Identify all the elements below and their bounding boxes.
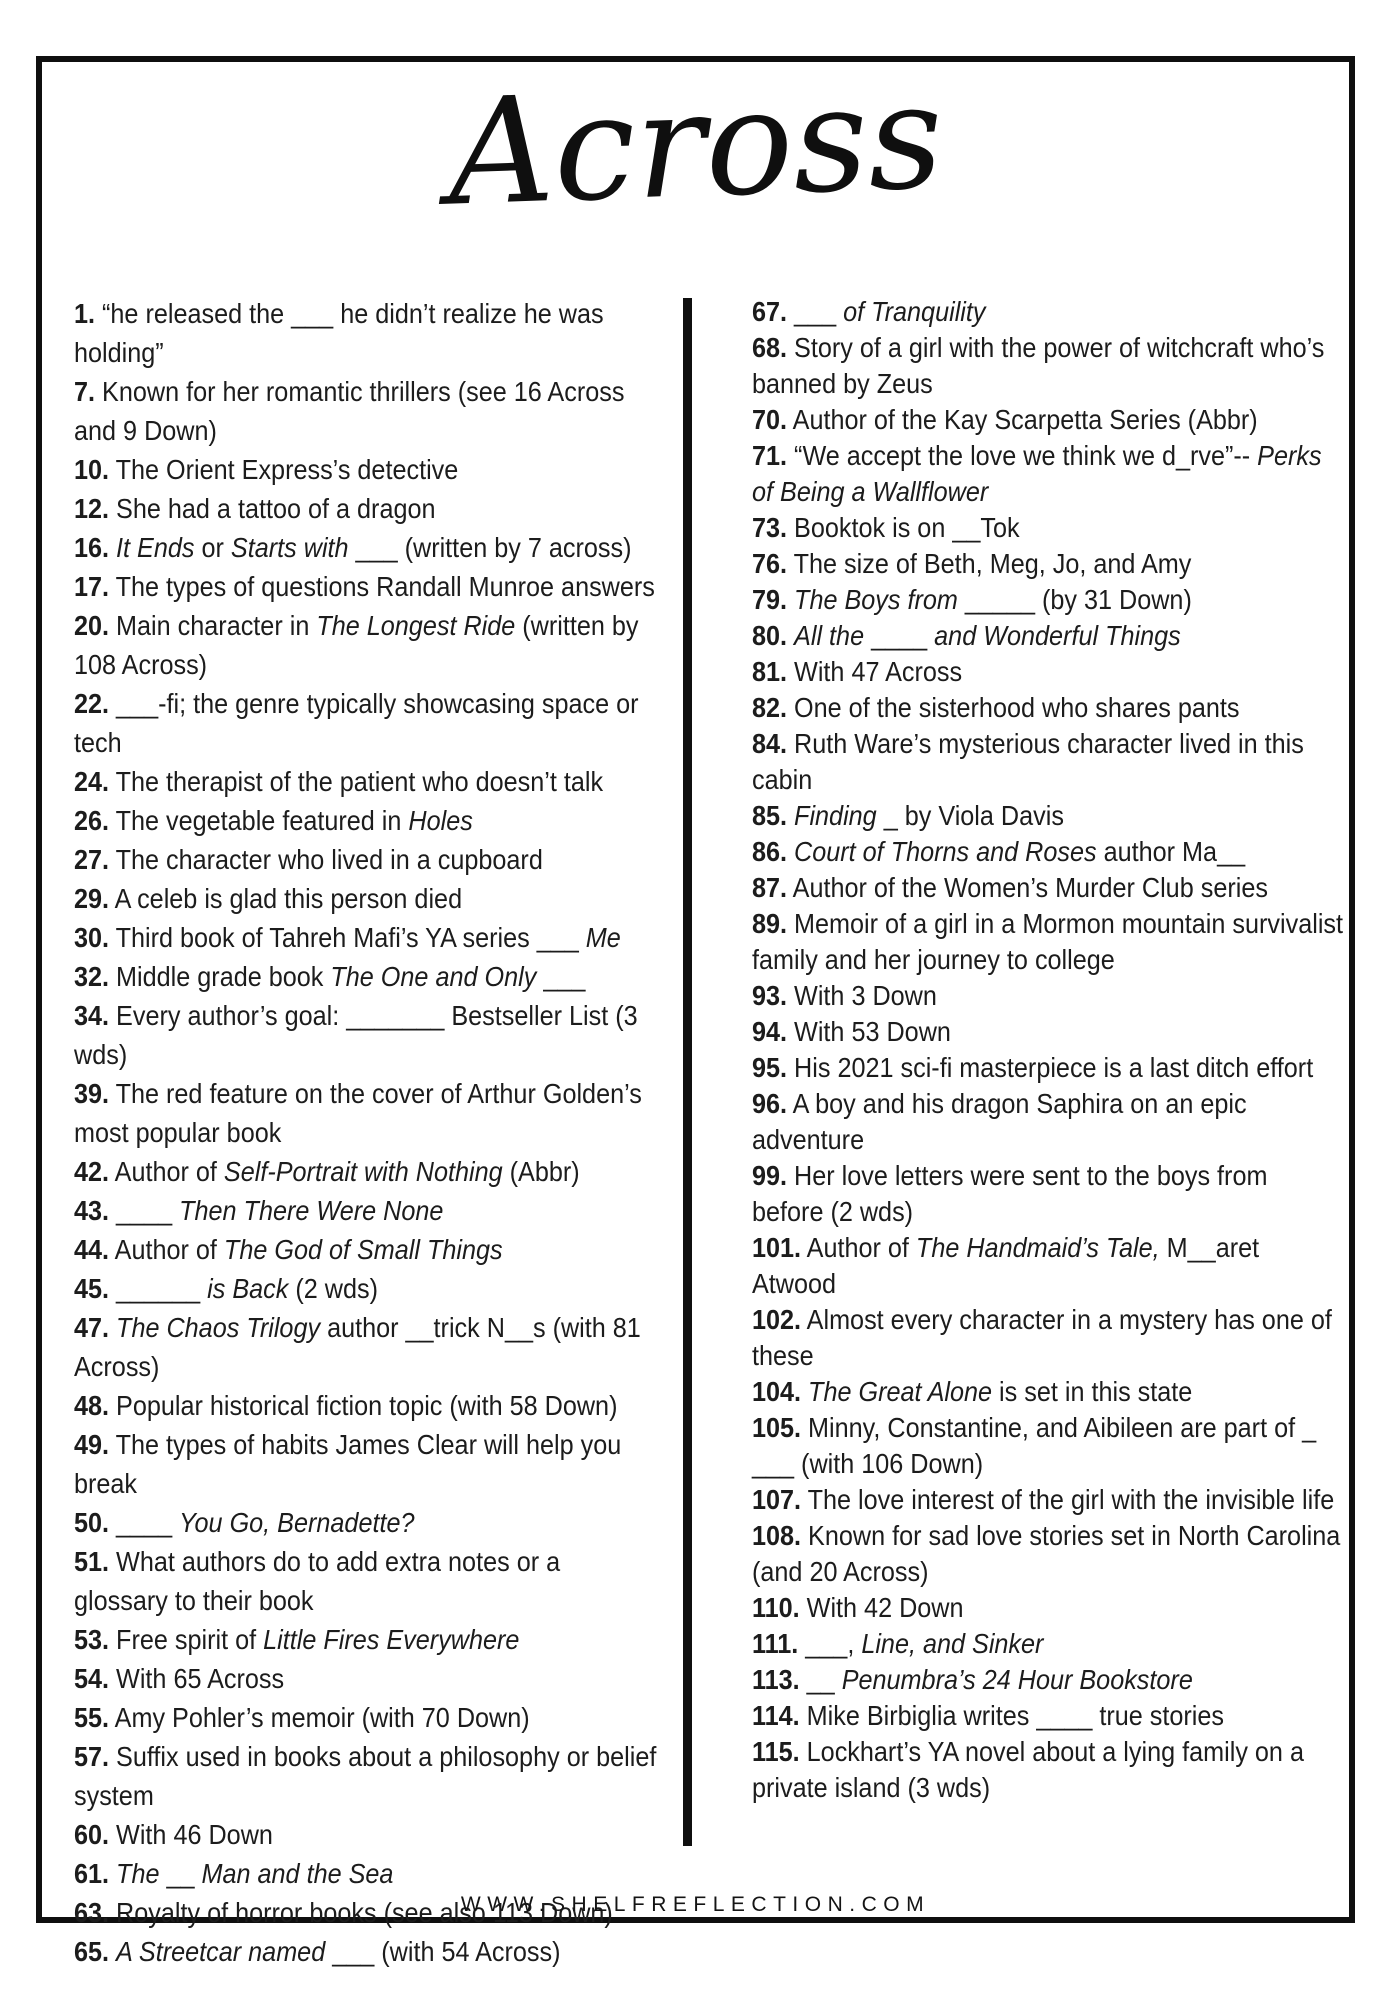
- clue-text: Her love letters were sent to the boys from before (2 wds): [752, 1160, 1268, 1227]
- clue-item: [752, 1626, 1344, 1662]
- clue-text: The vegetable featured in: [115, 805, 409, 836]
- clue-text: Author of: [114, 1156, 224, 1187]
- clue-text: is Back: [207, 1273, 289, 1304]
- clue-number: 94.: [752, 1016, 788, 1047]
- clue-number: 95.: [752, 1052, 788, 1083]
- clue-number: 113.: [752, 1664, 800, 1695]
- clue-item: [74, 1854, 661, 1893]
- clue-text: The Handmaid’s Tale,: [915, 1232, 1160, 1263]
- clue-text: Ruth Ware’s mysterious character lived in this cabin: [752, 728, 1304, 795]
- clue-text: Starts with: [230, 532, 349, 563]
- clue-text: Holes: [408, 805, 473, 836]
- clue-item: [74, 1815, 661, 1854]
- clue-item: [752, 294, 1344, 330]
- clue-item: [74, 1230, 661, 1269]
- clue-item: [752, 438, 1344, 510]
- footer-url: WWW.SHELFREFLECTION.COM: [460, 1893, 931, 1916]
- clue-item: [74, 1503, 661, 1542]
- page-title: Across: [445, 51, 946, 239]
- clue-text: Free spirit of: [116, 1624, 264, 1655]
- clue-item: [74, 996, 661, 1074]
- clue-text: Self-Portrait with Nothing: [223, 1156, 510, 1187]
- clue-number: 55.: [74, 1702, 110, 1733]
- clue-text: is set in this state: [992, 1376, 1193, 1407]
- clue-item: [74, 918, 661, 957]
- clue-number: 76.: [752, 548, 788, 579]
- clue-number: 51.: [74, 1546, 110, 1577]
- clue-item: [752, 1302, 1344, 1374]
- clue-column-right: [752, 294, 1344, 1806]
- clue-text: (2 wds): [288, 1273, 378, 1304]
- clue-text: ____: [116, 1507, 180, 1538]
- clue-item: [752, 1086, 1344, 1158]
- clue-number: 30.: [74, 922, 110, 953]
- clue-text: One of the sisterhood who shares pants: [794, 692, 1240, 723]
- clue-text: Mike Birbiglia writes ____ true stories: [806, 1700, 1225, 1731]
- clue-item: [752, 1518, 1344, 1590]
- clue-text: Main character in: [116, 610, 317, 641]
- clue-text: _____ (by 31 Down): [957, 584, 1192, 615]
- clue-text: Author of: [114, 1234, 224, 1265]
- clue-item: [752, 834, 1344, 870]
- clue-item: [752, 798, 1344, 834]
- clue-item: [752, 1590, 1344, 1626]
- clue-number: 27.: [74, 844, 110, 875]
- clue-text: She had a tattoo of a dragon: [116, 493, 436, 524]
- clue-item: [752, 1050, 1344, 1086]
- clue-text: Little Fires Everywhere: [263, 1624, 520, 1655]
- clue-item: [74, 879, 661, 918]
- clue-text: A boy and his dragon Saphira on an epic adventure: [752, 1088, 1247, 1155]
- clue-text: All the: [794, 620, 865, 651]
- clue-number: 73.: [752, 512, 788, 543]
- clue-text: The red feature on the cover of Arthur Golden’s most popular book: [74, 1078, 642, 1148]
- clue-number: 44.: [74, 1234, 110, 1265]
- clue-text: ___: [536, 961, 586, 992]
- clue-text: Suffix used in books about a philosophy or belief system: [74, 1741, 657, 1811]
- clue-text: or: [194, 532, 231, 563]
- clue-item: [752, 1158, 1344, 1230]
- clue-number: 39.: [74, 1078, 110, 1109]
- clue-number: 53.: [74, 1624, 110, 1655]
- clue-number: 111.: [752, 1628, 799, 1659]
- clue-text: His 2021 sci-fi masterpiece is a last ditch effort: [794, 1052, 1314, 1083]
- clue-text: Known for sad love stories set in North Carolina (and 20 Across): [752, 1520, 1341, 1587]
- clue-number: 34.: [74, 1000, 110, 1031]
- clue-text: ____: [116, 1195, 180, 1226]
- clue-item: [74, 684, 661, 762]
- clue-text: With 3 Down: [794, 980, 937, 1011]
- clue-text: M__aret Atwood: [752, 1232, 1260, 1299]
- clue-item: [74, 528, 661, 567]
- clue-text: Line, and Sinker: [861, 1628, 1044, 1659]
- clue-text: ___ (with 54 Across): [325, 1936, 561, 1967]
- clue-number: 12.: [74, 493, 110, 524]
- clue-item: [752, 690, 1344, 726]
- clue-text: Booktok is on __Tok: [794, 512, 1020, 543]
- clue-text: With 46 Down: [116, 1819, 273, 1850]
- clue-number: 82.: [752, 692, 788, 723]
- clue-text: Almost every character in a mystery has one of these: [752, 1304, 1332, 1371]
- clue-text: A Streetcar named: [116, 1936, 326, 1967]
- clue-number: 42.: [74, 1156, 110, 1187]
- clue-item: [752, 870, 1344, 906]
- clue-text: With 65 Across: [116, 1663, 285, 1694]
- clue-item: [752, 726, 1344, 798]
- clue-text: “We accept the love we think we d_rve”--: [794, 440, 1258, 471]
- clue-number: 43.: [74, 1195, 110, 1226]
- clue-item: [74, 957, 661, 996]
- clue-number: 79.: [752, 584, 788, 615]
- clue-text: It Ends: [116, 532, 195, 563]
- clue-item: [74, 1074, 661, 1152]
- clue-item: [752, 1734, 1344, 1806]
- clue-item: [74, 1542, 661, 1620]
- clue-text: Royalty of horror books (see also 113 Down): [116, 1897, 613, 1928]
- clue-item: [74, 489, 661, 528]
- clue-number: 61.: [74, 1858, 110, 1889]
- clue-text: and Wonderful Things: [934, 620, 1181, 651]
- clue-item: [752, 510, 1344, 546]
- clue-item: [752, 1698, 1344, 1734]
- clue-number: 48.: [74, 1390, 110, 1421]
- clue-text: ___,: [805, 1628, 862, 1659]
- clue-text: With 42 Down: [806, 1592, 964, 1623]
- clue-number: 63.: [74, 1897, 110, 1928]
- clue-item: [752, 1662, 1344, 1698]
- clue-text: Author of: [806, 1232, 916, 1263]
- clue-number: 65.: [74, 1936, 110, 1967]
- clue-text: ______: [116, 1273, 208, 1304]
- clue-text: The Chaos Trilogy: [116, 1312, 321, 1343]
- clue-text: (written by 108 Across): [74, 610, 639, 680]
- clue-number: 114.: [752, 1700, 800, 1731]
- clue-number: 67.: [752, 296, 788, 327]
- clue-column-left: [74, 294, 661, 1971]
- clue-text: Memoir of a girl in a Mormon mountain survivalist family and her journey to college: [752, 908, 1344, 975]
- clue-item: [74, 1659, 661, 1698]
- clue-text: The Boys from: [794, 584, 958, 615]
- clue-number: 107.: [752, 1484, 802, 1515]
- clue-item: [752, 546, 1344, 582]
- clue-number: 32.: [74, 961, 110, 992]
- clue-text: ___-fi; the genre typically showcasing space or tech: [74, 688, 639, 758]
- clue-item: [74, 1308, 661, 1386]
- clue-item: [752, 1014, 1344, 1050]
- clue-text: Man and the Sea: [201, 1858, 394, 1889]
- clue-number: 104.: [752, 1376, 802, 1407]
- clue-text: The Longest Ride: [316, 610, 516, 641]
- clue-item: [752, 330, 1344, 402]
- clue-number: 10.: [74, 454, 110, 485]
- clue-text: The God of Small Things: [223, 1234, 503, 1265]
- clue-text: Lockhart’s YA novel about a lying family on a private island (3 wds): [752, 1736, 1304, 1803]
- clue-number: 16.: [74, 532, 110, 563]
- clue-item: [74, 1620, 661, 1659]
- clue-item: [752, 1230, 1344, 1302]
- clue-number: 99.: [752, 1160, 788, 1191]
- clue-item: [74, 840, 661, 879]
- clue-text: “he released the ___ he didn’t realize he was holding”: [74, 298, 604, 368]
- clue-number: 108.: [752, 1520, 802, 1551]
- clue-text: ___ (written by 7 across): [348, 532, 632, 563]
- column-divider: [683, 298, 692, 1846]
- clue-number: 96.: [752, 1088, 788, 1119]
- clue-number: 20.: [74, 610, 110, 641]
- clue-item: [752, 1374, 1344, 1410]
- clue-text: Penumbra’s 24 Hour Bookstore: [841, 1664, 1193, 1695]
- clue-text: Known for her romantic thrillers (see 16 Across and 9 Down): [74, 376, 625, 446]
- clue-text: author __trick N__s (with 81 Across): [74, 1312, 641, 1382]
- clue-text: Popular historical fiction topic (with 58 Down): [116, 1390, 618, 1421]
- clue-item: [74, 1386, 661, 1425]
- clue-text: Author of the Kay Scarpetta Series (Abbr): [792, 404, 1258, 435]
- clue-item: [752, 582, 1344, 618]
- clue-number: 54.: [74, 1663, 110, 1694]
- clue-text: Story of a girl with the power of witchcraft who’s banned by Zeus: [752, 332, 1325, 399]
- clue-text: ___: [794, 296, 844, 327]
- clue-text: The One and Only: [330, 961, 537, 992]
- clue-text: Amy Pohler’s memoir (with 70 Down): [114, 1702, 530, 1733]
- clue-text: ____: [864, 620, 935, 651]
- clue-text: __: [159, 1858, 202, 1889]
- clue-item: [752, 402, 1344, 438]
- clue-number: 50.: [74, 1507, 110, 1538]
- clue-item: [74, 1932, 661, 1971]
- clue-number: 87.: [752, 872, 788, 903]
- clue-item: [752, 618, 1344, 654]
- clue-number: 60.: [74, 1819, 110, 1850]
- clue-text: Finding: [794, 800, 877, 831]
- clue-number: 115.: [752, 1736, 800, 1767]
- clue-text: (Abbr): [509, 1156, 580, 1187]
- clue-number: 26.: [74, 805, 110, 836]
- clue-item: [752, 906, 1344, 978]
- clue-item: [74, 1191, 661, 1230]
- clue-text: Minny, Constantine, and Aibileen are part of _ ___ (with 106 Down): [752, 1412, 1317, 1479]
- clue-text: The love interest of the girl with the invisible life: [807, 1484, 1335, 1515]
- clue-number: 86.: [752, 836, 788, 867]
- clue-number: 7.: [74, 376, 96, 407]
- clue-number: 24.: [74, 766, 110, 797]
- clue-text: The: [116, 1858, 160, 1889]
- clue-text: With 47 Across: [794, 656, 963, 687]
- clue-number: 84.: [752, 728, 788, 759]
- clue-text: Middle grade book: [116, 961, 331, 992]
- clue-item: [74, 606, 661, 684]
- clue-number: 102.: [752, 1304, 802, 1335]
- clue-text: What authors do to add extra notes or a glossary to their book: [74, 1546, 561, 1616]
- clue-number: 110.: [752, 1592, 800, 1623]
- clue-text: Every author’s goal: _______ Bestseller List (3 wds): [74, 1000, 638, 1070]
- clue-item: [74, 1152, 661, 1191]
- clue-item: [752, 1482, 1344, 1518]
- clue-item: [74, 1269, 661, 1308]
- clue-text: author Ma__: [1096, 836, 1246, 867]
- clue-number: 105.: [752, 1412, 802, 1443]
- clue-number: 81.: [752, 656, 788, 687]
- clue-text: Perks of Being a Wallflower: [752, 440, 1322, 507]
- clue-text: The character who lived in a cupboard: [115, 844, 543, 875]
- clue-item: [74, 372, 661, 450]
- clue-text: of Tranquility: [843, 296, 986, 327]
- clue-text: Court of Thorns and Roses: [794, 836, 1097, 867]
- clue-text: The Great Alone: [808, 1376, 993, 1407]
- clue-number: 101.: [752, 1232, 802, 1263]
- clue-number: 85.: [752, 800, 788, 831]
- clue-item: [74, 1698, 661, 1737]
- clue-item: [74, 1737, 661, 1815]
- clue-text: The therapist of the patient who doesn’t talk: [115, 766, 604, 797]
- clue-number: 57.: [74, 1741, 110, 1772]
- clue-item: [74, 762, 661, 801]
- clue-text: Me: [585, 922, 621, 953]
- clue-item: [74, 1425, 661, 1503]
- clue-number: 89.: [752, 908, 788, 939]
- clue-number: 93.: [752, 980, 788, 1011]
- clue-text: Author of the Women’s Murder Club series: [792, 872, 1268, 903]
- clue-number: 45.: [74, 1273, 110, 1304]
- clue-number: 1.: [74, 298, 96, 329]
- clue-text: The Orient Express’s detective: [115, 454, 459, 485]
- clue-text: Third book of Tahreh Mafi’s YA series ___: [115, 922, 586, 953]
- clue-number: 80.: [752, 620, 788, 651]
- clue-number: 22.: [74, 688, 110, 719]
- clue-text: You Go, Bernadette?: [179, 1507, 415, 1538]
- clue-number: 47.: [74, 1312, 110, 1343]
- clue-item: [74, 294, 661, 372]
- clue-item: [74, 801, 661, 840]
- clue-number: 29.: [74, 883, 110, 914]
- clue-text: The types of questions Randall Munroe answers: [115, 571, 655, 602]
- clue-item: [752, 654, 1344, 690]
- clue-text: A celeb is glad this person died: [114, 883, 463, 914]
- clue-number: 17.: [74, 571, 110, 602]
- clue-number: 49.: [74, 1429, 110, 1460]
- clue-item: [74, 567, 661, 606]
- clue-item: [752, 1410, 1344, 1482]
- clue-number: 70.: [752, 404, 788, 435]
- clue-number: 71.: [752, 440, 788, 471]
- clue-text: With 53 Down: [794, 1016, 951, 1047]
- clue-text: Then There Were None: [179, 1195, 444, 1226]
- clue-item: [752, 978, 1344, 1014]
- clue-text: The types of habits James Clear will help you break: [74, 1429, 622, 1499]
- clue-text: _ by Viola Davis: [876, 800, 1064, 831]
- clue-item: [74, 450, 661, 489]
- clue-text: __: [806, 1664, 842, 1695]
- clue-number: 68.: [752, 332, 788, 363]
- clue-text: The size of Beth, Meg, Jo, and Amy: [793, 548, 1192, 579]
